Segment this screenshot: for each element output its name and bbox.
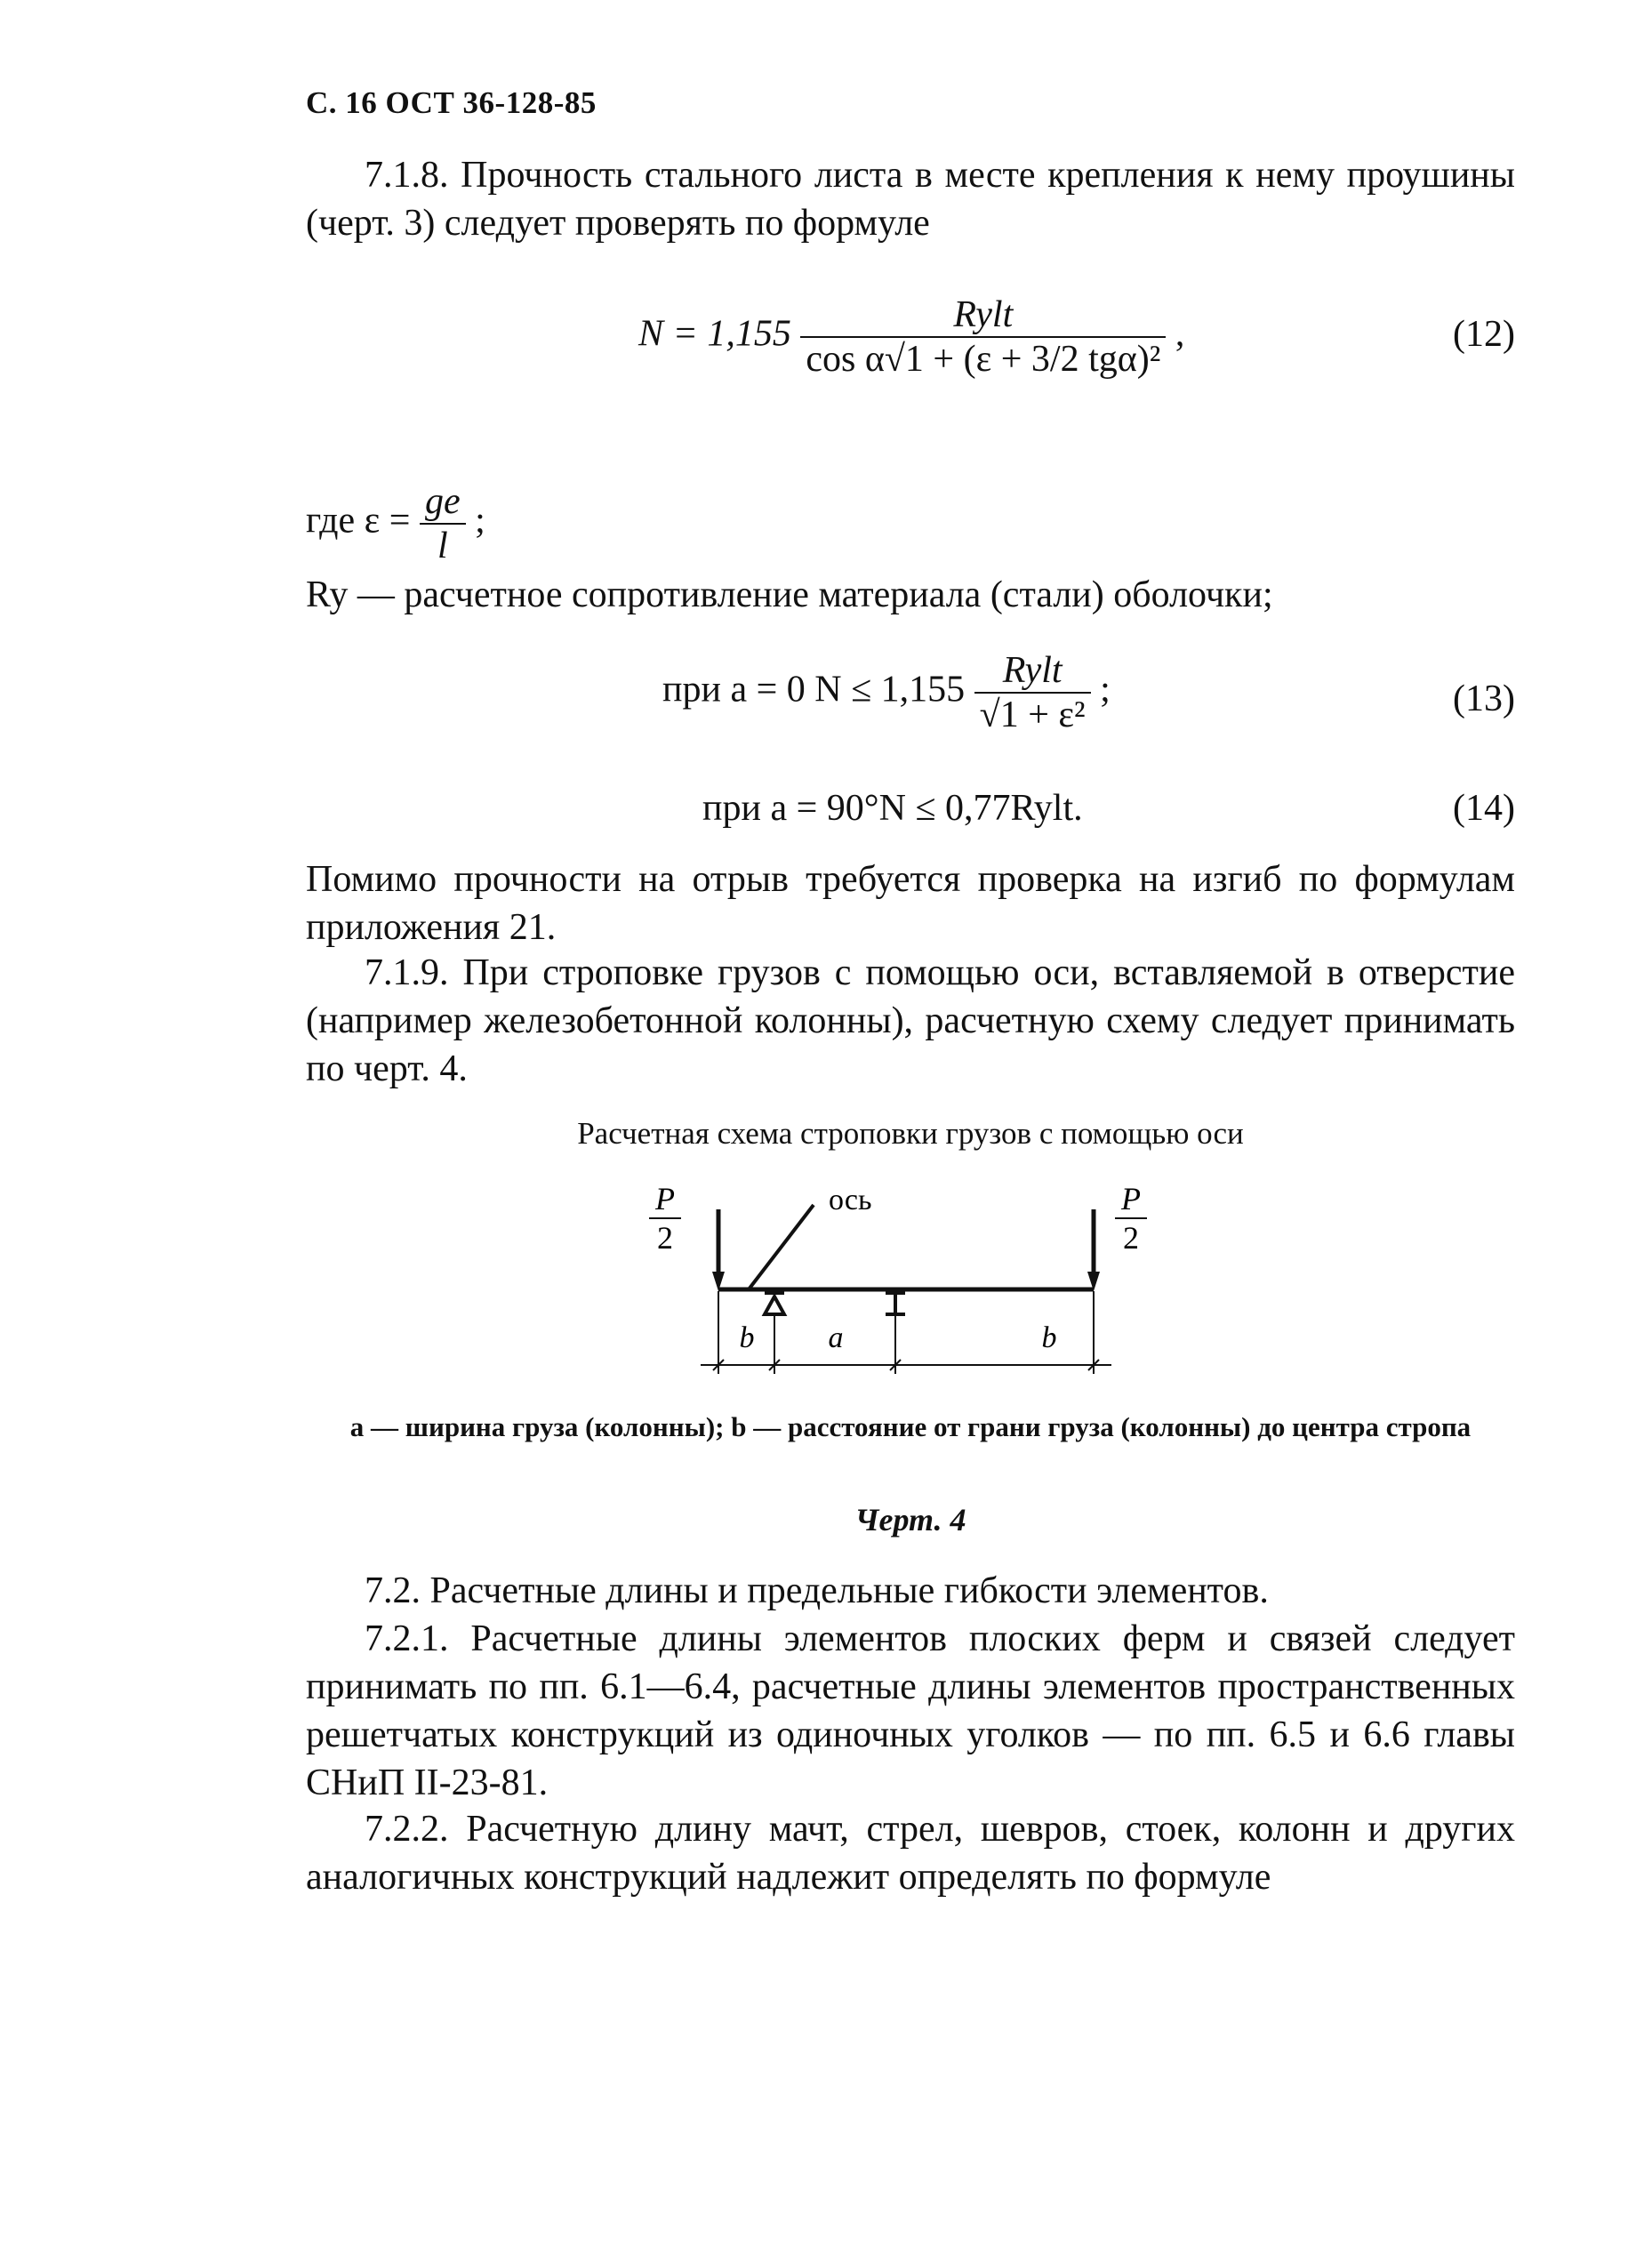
epsilon-definition <box>306 480 485 567</box>
left-load-denominator: 2 <box>657 1220 673 1256</box>
axis-label: ось <box>829 1184 872 1216</box>
paragraph-7-1-9: 7.1.9. При строповке грузов с помощью оси, вставляемой в отверстие (например железобетонной колонны), расчетную схему следует принимать по черт. 4. <box>306 952 1515 1089</box>
eq14-number: (14) <box>1453 788 1515 829</box>
eq12-numerator: Rylt <box>953 294 1014 335</box>
where-prefix: где ε = <box>306 500 411 542</box>
epsilon-numerator: ge <box>424 481 461 522</box>
left-load-numerator: P <box>655 1181 675 1216</box>
eq13-fraction <box>974 649 1091 736</box>
eq12-lhs: N = 1,155 <box>638 313 791 355</box>
paragraph-pomimo: Помимо прочности на отрыв требуется проверка на изгиб по формулам приложения 21. <box>306 859 1515 948</box>
paragraph-7-1-8: 7.1.8. Прочность стального листа в месте крепления к нему проушины (черт. 3) следует проверять по формуле <box>306 155 1515 244</box>
dim-label-b-right: b <box>1041 1321 1057 1354</box>
dim-label-a: a <box>828 1321 844 1354</box>
figure-caption: Черт. 4 <box>854 1502 966 1537</box>
dim-label-b-left: b <box>739 1321 755 1354</box>
eq13-prefix: при a = 0 N ≤ 1,155 <box>662 669 966 711</box>
eq13-denominator: √1 + ε² <box>979 694 1086 735</box>
eq12-fraction <box>800 293 1166 381</box>
paragraph-7-2-1: 7.2.1. Расчетные длины элементов плоских ферм и связей следует принимать по пп. 6.1—6.4, расчетные длины элементов пространственных решетчатых конструкций из одиночных уголков — по пп. 6.5 и 6.6 главы СНиП II-23-81. <box>306 1618 1515 1803</box>
ry-definition: Ry — расчетное сопротивление материала (стали) оболочки; <box>306 574 1273 615</box>
rigging-diagram <box>622 1174 1174 1396</box>
where-suffix: ; <box>475 500 485 542</box>
eq13-number: (13) <box>1453 678 1515 719</box>
right-load-denominator: 2 <box>1123 1220 1139 1256</box>
eq12-number: (12) <box>1453 314 1515 355</box>
eq12-denominator: cos α√1 + (ε + 3/2 tgα)² <box>806 339 1161 380</box>
eq12-tail: , <box>1175 313 1185 355</box>
axis-leader-line <box>749 1205 814 1289</box>
equation-14: при a = 90°N ≤ 0,77Rylt. <box>702 788 1083 829</box>
right-load-numerator: P <box>1121 1181 1141 1216</box>
figure-legend: a — ширина груза (колонны); b — расстояние от грани груза (колонны) до центра стропа <box>349 1411 1472 1442</box>
epsilon-denominator: l <box>437 526 448 566</box>
equation-12 <box>638 293 1184 381</box>
page-header: С. 16 ОСТ 36-128-85 <box>306 85 597 120</box>
paragraph-7-2: 7.2. Расчетные длины и предельные гибкости элементов. <box>365 1570 1269 1611</box>
support-triangle <box>765 1297 784 1314</box>
eq13-suffix: ; <box>1100 669 1111 711</box>
paragraph-7-2-2: 7.2.2. Расчетную длину мачт, стрел, шевров, стоек, колонн и других аналогичных конструкций надлежит определять по формуле <box>306 1809 1515 1898</box>
epsilon-fraction <box>420 480 466 567</box>
figure-title: Расчетная схема строповки грузов с помощью оси <box>577 1116 1244 1151</box>
equation-13 <box>662 649 1111 736</box>
eq13-numerator: Rylt <box>1002 650 1063 691</box>
